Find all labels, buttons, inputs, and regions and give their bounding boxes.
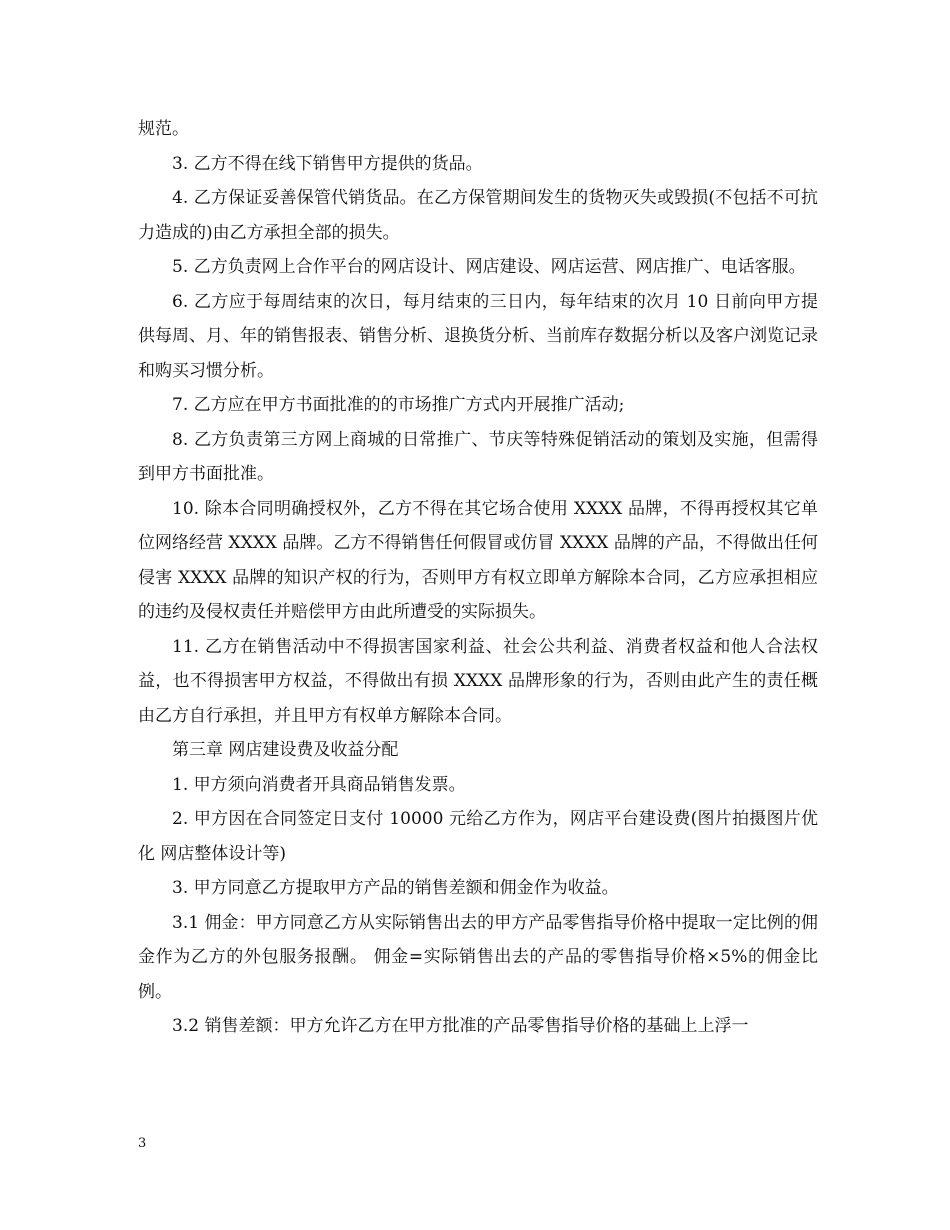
clause-11-legal-interests: 11. 乙方在销售活动中不得损害国家利益、社会公共利益、消费者权益和他人合法权益，也不得损害甲方权益，不得做出有损 XXXX 品牌形象的行为，否则由此产生的责任概由乙方自行承担，并且甲方有权单方解除本合同。 [138, 636, 818, 726]
page-number: 3 [138, 1136, 147, 1151]
clause-3-offline-sales: 3. 乙方不得在线下销售甲方提供的货品。 [172, 153, 483, 174]
clause-8-mall-promotions: 8. 乙方负责第三方网上商城的日常推广、节庆等特殊促销活动的策划及实施，但需得到甲方书面批准。 [138, 429, 818, 484]
chapter-3-clause-3-revenue: 3. 甲方同意乙方提取甲方产品的销售差额和佣金作为收益。 [172, 878, 619, 898]
chapter-3-clause-1-invoice: 1. 甲方须向消费者开具商品销售发票。 [172, 774, 466, 795]
clause-5-store-operations: 5. 乙方负责网上合作平台的网店设计、网店建设、网店运营、网店推广、电话客服。 [172, 257, 806, 277]
chapter-3-clause-3-2-price-difference: 3.2 销售差额：甲方允许乙方在甲方批准的产品零售指导价格的基础上上浮一 [172, 1016, 749, 1036]
clause-7-promotion-methods: 7. 乙方应在甲方书面批准的的市场推广方式内开展推广活动; [172, 395, 625, 415]
clause-10-brand-authorization: 10. 除本合同明确授权外，乙方不得在其它场合使用 XXXX 品牌，不得再授权其它单位网络经营 XXXX 品牌。乙方不得销售任何假冒或仿冒 XXXX 品牌的产品，不得做出任何侵害 XXXX 品牌的知识产权的行为，否则甲方有权立即单方解除本合同，乙方应承担相应的违约及侵权责任并赔偿甲方由此所遭受的实际损失。 [138, 498, 818, 622]
document-body [138, 112, 818, 1044]
clause-6-sales-reports: 6. 乙方应于每周结束的次日，每月结束的三日内，每年结束的次月 10 日前向甲方提供每周、月、年的销售报表、销售分析、退换货分析、当前库存数据分析以及客户浏览记录和购买习惯分析。 [138, 291, 818, 381]
chapter-3-clause-2-construction-fee: 2. 甲方因在合同签定日支付 10000 元给乙方作为，网店平台建设费(图片拍摄图片优化 网店整体设计等) [138, 809, 818, 864]
paragraph-continuation: 规范。 [138, 119, 189, 139]
chapter-3-clause-3-1-commission: 3.1 佣金：甲方同意乙方从实际销售出去的甲方产品零售指导价格中提取一定比例的佣金作为乙方的外包服务报酬。 佣金=实际销售出去的产品的零售指导价格×5%的佣金比例。 [138, 912, 818, 1002]
chapter-3-heading: 第三章 网店建设费及收益分配 [172, 740, 399, 760]
clause-4-goods-custody: 4. 乙方保证妥善保管代销货品。在乙方保管期间发生的货物灭失或毁损(不包括不可抗力造成的)由乙方承担全部的损失。 [138, 188, 818, 243]
